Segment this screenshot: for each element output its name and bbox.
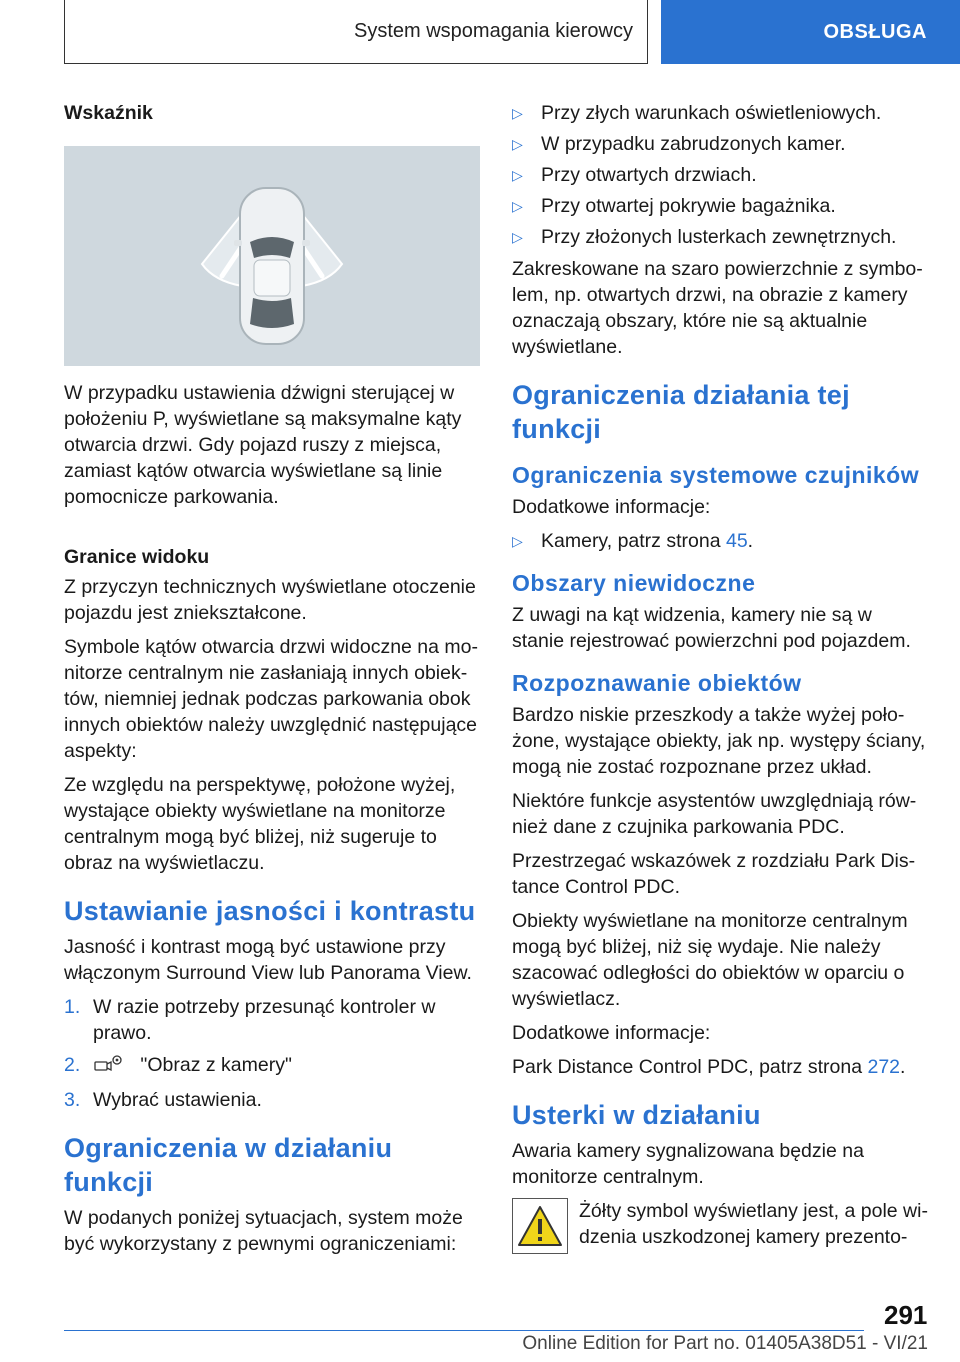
objects-paragraph: Obiekty wyświetlane na monitorze centralnym mogą być bliżej, niż się wydaje. Nie należy szacować odległości do obiektów w oparciu o wyświetlacz. (512, 910, 908, 1010)
camera-icon (93, 1054, 123, 1081)
triangle-bullet-icon: ▷ (512, 136, 523, 152)
brightness-text: Jasność i kontrast mogą być ustawione przy włączonym Surround View lub Panorama View. (64, 936, 472, 984)
header-section-title: System wspomagania kierowcy (64, 0, 648, 64)
warning-text: Żółty symbol wyświetlany jest, a pole widzenia uszkodzonej kamery prezento- (579, 1200, 928, 1248)
car-top-view-icon (64, 146, 480, 366)
list-item: ▷ Przy otwartych drzwiach. (512, 164, 757, 186)
step-number: 1. (64, 996, 81, 1018)
brightness-heading: Ustawianie jasności i kontrastu (64, 896, 476, 926)
indicator-text: W przypadku ustawienia dźwigni sterującej w położeniu P, wyświetlane są maksymalne kąty otwarcia drzwi. Gdy pojazd ruszy z miejsca, zamiast kątów otwarcia wyświetlane są linie pomocnicze parkowania. (64, 382, 462, 508)
warning-triangle-icon (512, 1198, 568, 1254)
objects-paragraph: Bardzo niskie przeszkody a także wyżej położone, wystające obiekty, jak np. występy ściany, mogą nie zostać rozpoznane przez układ. (512, 704, 926, 778)
list-item: ▷ Przy złych warunkach oświetleniowych. (512, 102, 882, 124)
invisible-areas-heading: Obszary niewidoczne (512, 570, 756, 596)
limits-paragraph: Ze względu na perspektywę, położone wyżej, wystające obiekty wyświetlane na monitorze centralnym mogą być bliżej, niż sugeruje to obraz na wyświetlaczu. (64, 774, 456, 874)
conditions-list (512, 100, 928, 250)
triangle-bullet-icon: ▷ (512, 167, 523, 183)
steps-list (64, 994, 480, 1113)
pdc-reference: Park Distance Control PDC, patrz strona 272. (512, 1056, 906, 1078)
limits-function-text: W podanych poniżej sytuacjach, system może być wykorzystany z pewnymi ograniczeniami: (64, 1207, 463, 1255)
triangle-bullet-icon: ▷ (512, 198, 523, 214)
faults-heading: Usterki w działaniu (512, 1100, 761, 1130)
step-text: "Obraz z kamery" (140, 1054, 292, 1076)
triangle-bullet-icon: ▷ (512, 105, 523, 121)
limits-paragraph: Symbole kątów otwarcia drzwi widoczne na monitorze centralnym nie zasłaniają innych obiektów, niemniej jednak podczas parkowania obok innych obiektów należy uwzględnić następujące aspekty: (64, 636, 479, 762)
hatched-areas-text: Zakreskowane na szaro powierzchnie z symbolem, np. otwartych drzwi, na obrazie z kamery oznaczają obszary, które nie są aktualnie wyświetlane. (512, 258, 923, 358)
header-tab[interactable]: OBSŁUGA (661, 0, 960, 64)
car-door-angle-figure (64, 146, 480, 366)
step-text: W razie potrzeby przesunąć kontroler w prawo. (93, 996, 436, 1044)
left-column (64, 100, 480, 1265)
invisible-areas-text: Z uwagi na kąt widzenia, kamery nie są w stanie rejestrować powierzchni pod pojazdem. (512, 604, 911, 652)
triangle-bullet-icon: ▷ (512, 533, 523, 549)
list-item: ▷ Kamery, patrz strona 45. (512, 530, 754, 552)
indicator-title: Wskaźnik (64, 102, 153, 124)
page-link[interactable]: 272 (867, 1056, 901, 1078)
limits-paragraph: Z przyczyn technicznych wyświetlane otoczenie pojazdu jest zniekształcone. (64, 576, 476, 624)
list-item: ▷ Przy otwartej pokrywie bagażnika. (512, 195, 836, 217)
step-item (64, 1087, 480, 1113)
cameras-ref-list (512, 528, 928, 554)
objects-paragraph: Niektóre funkcje asystentów uwzględniają również dane z czujnika parkowania PDC. (512, 790, 917, 838)
sensor-limits-heading: Ograniczenia systemowe czujników (512, 462, 920, 488)
footer-divider (64, 1330, 864, 1331)
function-limits-heading: Ograniczenia działania tej funkcji (512, 380, 850, 444)
objects-paragraph: Przestrzegać wskazówek z rozdziału Park Distance Control PDC. (512, 850, 916, 898)
extra-info-label: Dodatkowe informacje: (512, 1022, 711, 1044)
step-item (64, 994, 480, 1046)
list-item: ▷ W przypadku zabrudzonych kamer. (512, 133, 846, 155)
limits-view-title: Granice widoku (64, 546, 210, 568)
warning-row (512, 1198, 928, 1254)
right-column (512, 100, 928, 1254)
list-item: ▷ Przy złożonych lusterkach zewnętrznych. (512, 226, 897, 248)
step-item (64, 1052, 480, 1081)
object-recognition-heading: Rozpoznawanie obiektów (512, 670, 802, 696)
step-text: Wybrać ustawienia. (93, 1089, 262, 1111)
extra-info-label: Dodatkowe informacje: (512, 496, 711, 518)
faults-text: Awaria kamery sygnalizowana będzie na monitorze centralnym. (512, 1140, 864, 1188)
step-number: 3. (64, 1089, 81, 1111)
step-number: 2. (64, 1054, 81, 1076)
page-link[interactable]: 45 (725, 530, 748, 552)
triangle-bullet-icon: ▷ (512, 229, 523, 245)
footer-edition: Online Edition for Part no. 01405A38D51 - VI/21 (522, 1333, 928, 1354)
limits-function-heading: Ograniczenia w działaniu funkcji (64, 1133, 393, 1197)
page-number: 291 (884, 1300, 928, 1330)
